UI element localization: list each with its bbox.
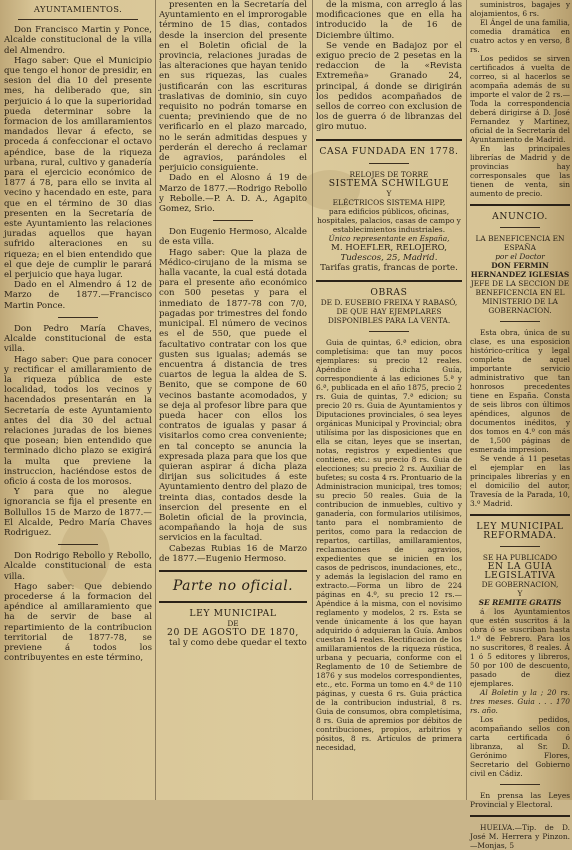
notice-paragraph: Don Francisco Martin y Ponce, Alcalde constitucional de la villa del Almendro.	[4, 25, 152, 56]
law-text: tal y como debe quedar el texto	[169, 638, 307, 649]
ad-title: OBRAS	[370, 286, 408, 298]
ad-line: Y	[517, 589, 523, 598]
column-2	[159, 0, 307, 800]
ad-line: LA BENEFICENCIA EN ESPAÑA	[475, 234, 565, 252]
notice-paragraph: Don Pedro María Chaves, Alcalde constitucional de esta villa.	[4, 323, 152, 355]
notice-paragraph: Se vende en Badajoz por el exiguo precio de 2 pesetas en la redaccion de la «Revista Extremeña» Granado 24, principal, á donde se dirigirán los pedidos acompañados de sellos de correo con exclusion de los de guerra ó de libranzas del giro mutuo.	[316, 40, 462, 133]
notice-paragraph: presenten en la Secretaría del Ayuntamiento en el improrogable término de 15 dias, contados desde la insercion del presente en el Boletin oficial de la provincia, relaciones juradas de las alteraciones que hayan tenido en sus riquezas, las cuales justificarán con las escrituras traslativas de dominio, sin cuyo requisito no podrán tomarse en cuenta; previniendo que de no verificarlo en el plazo marcado, no le serán admitidas despues y perderán el derecho á reclamar de agravios, parándoles el perjuicio consiguiente.	[159, 0, 307, 174]
notice-paragraph: Don Eugenio Hermoso, Alcalde de esta villa.	[159, 227, 307, 248]
column-rule	[155, 0, 156, 800]
notice-paragraph: Y para que no alegue ignorancia se fija el presente en Bollullos 15 de Marzo de 1877.—El Alcalde, Pedro María Chaves Rodriguez.	[4, 487, 152, 538]
ad-subtitle: DE D. EUSEBIO FREIXA Y RABASÓ, DE QUE HAY EJEMPLARES DISPONIBLES PARA LA VENTA.	[320, 297, 458, 325]
ad-line: por el Doctor	[495, 252, 545, 261]
divider	[159, 601, 307, 603]
divider	[369, 163, 409, 164]
ad-line: SISTEMA SCHWILGUE	[328, 177, 450, 189]
ad-price: Al Boletin y la ; 20 rs. tres meses. Guia . . . 170 rs. año.	[470, 688, 570, 715]
ad-body: Guia de quintas, 6.ª edicion, obra completísima: que tan muy pocos ejemplares: su precio 12 reales. Apéndice á dicha Guía, correspondiente á las ediciones 5.ª y 6.ª, publicada en el año 1875, precio 2 rs. Guia de quintas, 7.ª edicion; su precio 20 rs. Guia de Ayuntamientos y Diputaciones provinciales, ó sea leyes orgánicas Municipal y Provincial; obra utilísima por las disposiciones que en ella se citan, leyes que se insertan, notas, registros y expedientes que contiene, etc.: su precio 8 rs. Guia de elecciones; su precio 2 rs. Auxiliar de bufetes; su costa 4 rs. Prontuario de la Administracion municipal, tres tomos; su precio 50 reales. Guia de la contribucion de inmuebles, cultivo y ganadería, con formularios utilísimos, tanto para el nombramiento de peritos, como para la redaccion de repartos, cartillas, amillaramientos, reclamaciones de agravios, expedientes que se inicien en los casos de pedriscos, inundaciones, etc., y además la legislacion del ramo en extracto.—Forma un libro de 224 páginas en 4.º, su precio 12 rs.—Apéndice á la misma, con el novísimo reglamento y modelos, 2 rs. Esta se vende únicamente á los que hayan adquirido ó adquieran la Guía. Ambos cuestan 14 reales. Rectificacion de los amillaramientos de la riqueza rústica, urbana y pecuaria, conforme con el Reglamento de 10 de Setiembre de 1876 y sus modelos correspondientes, etc., etc. Forma un tomo en 4.º de 110 páginas, y cuesta 6 rs. Guia práctica de la contribucion industrial, 8 rs. Guia de consumos, obra completísima, 8 rs. Guia de apremios por débitos de contribuciones, propios, arbitrios y pósitos, 8 rs. Artículos de primera necesidad,	[316, 337, 462, 752]
divider	[369, 331, 409, 332]
notice-paragraph: En las principales librerías de Madrid y de provincias hay corresponsales que las tienen de venta, sin aumento de precio.	[470, 144, 570, 198]
ad-body: Se vende á 11 pesetas el ejemplar en las principales librerías y en el domicilio del autor, Travesía de la Parada, 10, 3.º Madrid.	[470, 454, 570, 508]
imprint: HUELVA.—Tip. de D. José M. Herrera y Pinzon.—Monjas, 5	[470, 823, 570, 850]
notice-paragraph: Hago saber: Que el Municipio que tengo el honor de presidir, en sesion del dia 10 del presente mes, ha deliberado que, sin perjuicio á lo que la superioridad pueda determinar sobre la formacion de los amillaramientos mandados llevar á efecto, se proceda á confeccionar el octavo apéndice, base de la riqueza urbana, rural, cultivo y ganadería para el ejercicio económico de 1877 á 78, para ello se invita al vecino y hacendado en este, para que en el término de 30 dias presenten en la Secretaría de este Ayuntamiento las relaciones juradas aquellos que hayan sufrido alteraciones en su riqueza; en el bien entendido que el que deje de cumplir le parará el perjuicio que haya lugar.	[4, 55, 152, 281]
law-date: 20 DE AGOSTO DE 1870,	[167, 627, 299, 639]
ad-title: LEY MUNICIPAL REFORMADA.	[476, 521, 564, 541]
ad-line: M. HOEFLER, RELOJERO,	[331, 243, 447, 254]
notice-paragraph: Don Rodrigo Rebollo y Rebollo, Alcalde constitucional de esta villa.	[4, 551, 152, 582]
ad-line: Tudescos, 25, Madrid.	[340, 253, 438, 264]
ad-line: SE REMITE GRATIS	[478, 598, 562, 607]
divider	[213, 220, 253, 221]
column-4	[470, 0, 570, 850]
notice-paragraph: Cabezas Rubias 16 de Marzo de 1877.—Eugenio Hermoso.	[159, 543, 307, 564]
notice-paragraph: El Ángel de una familia, comedia dramática en cuatro actos y en verso, 8 rs.	[470, 18, 570, 54]
ad-body: á los Ayuntamientos que estén suscritos á la obra ó se suscriban hasta 1.º de Febrero. Para los no suscritores, 8 reales. Á 1 ó 5 editores y libreros, 50 por 100 de descuento, pasado de diez ejemplares.	[470, 607, 570, 688]
divider	[470, 815, 570, 817]
ad-line: DON FERMIN HERNANDEZ IGLESIAS	[470, 261, 570, 279]
divider	[159, 570, 307, 572]
column-rule	[312, 0, 313, 800]
ad-line: EN LA GUIA LEGISLATIVA	[484, 561, 556, 581]
divider	[500, 227, 540, 228]
notice-paragraph: suministros, bagajes y alojamientos, 6 rs.	[470, 0, 570, 18]
divider	[500, 784, 540, 785]
ad-body: En prensa las Leyes Provincial y Electoral.	[470, 791, 570, 809]
ad-body: Esta obra, única de su clase, es una esposicion histórico-crítica y legal completa de aquel importante servicio administrativo que tan honrosos precedentes tiene en España. Consta de seis libros con últimos apéndices, algunos de documentos inéditos, y dos tomos en 4.º con más de 1,500 páginas de esmerada impresion.	[470, 328, 570, 454]
section-title: Parte no oficial.	[172, 577, 294, 594]
divider	[316, 280, 462, 282]
column-rule	[466, 0, 467, 800]
notice-paragraph: de la misma, con arreglo á las modificaciones que en ella ha introducido la de 16 de Diciembre último.	[316, 0, 462, 41]
notice-paragraph: Dado en el Almendro á 12 de Marzo de 1877.—Francisco Martin Ponce.	[4, 280, 152, 311]
divider	[470, 514, 570, 516]
ad-line: para edificios públicos, oficinas, hospitales, palacios, casas de campo y establecimientos industriales.	[317, 207, 461, 235]
ad-line: DE GOBERNACION,	[481, 580, 559, 589]
ad-line: Tarifas gratis, francas de porte.	[320, 263, 458, 274]
divider	[470, 204, 570, 206]
law-subtitle: DE	[227, 619, 239, 629]
divider	[316, 139, 462, 141]
ad-body: Los pedidos, acompañando sellos con carta certificada ó libranza, al Sr. D. Gerónimo Flores, Secretario del Gobierno civil en Cádiz.	[470, 715, 570, 778]
divider	[18, 19, 138, 20]
notice-paragraph: Hago saber: Que para conocer y rectificar el amillaramiento de la riqueza pública de este localidad, todos los vecinos y hacendados presentarán en la Secretaría de este Ayuntamiento antes del dia 30 del actual relaciones juradas de los bienes que posean; bien entendido que terminado dicho plazo se exigirá la multa que previene la instruccion, haciéndose estos de oficio á costa de los morosos.	[4, 354, 152, 487]
notice-paragraph: Hago saber: Que la plaza de Médico-cirujano de la misma se halla vacante, la cual está dotada para el presente año económico con 500 pesetas y para el inmediato de 1877-78 con 7/0, pagadas por trimestres del fondo municipal. El número de vecinos es el de 550, que puede el facultativo contratar con los que gusten sus igualas; además se encuentra á distancia de tres cuartos de legua la aldea de S. Benito, que se compone de 60 vecinos bastante acomodados, y se deja al profesor libre para que pueda hacer con ellos los contratos de igualas y pasar á visitarlos como crea conveniente; en tal concepto se anuncia la expresada plaza para que los que quieran aspirar á dicha plaza dirijan sus solicitudes á este Ayuntamiento dentro del plazo de treinta dias, contados desde la insercion del presente en el Boletin oficial de la provincia, acompañando la hoja de sus servicios en la facultad.	[159, 247, 307, 544]
ad-line: ELÉCTRICOS SISTEMA HIPP,	[332, 198, 446, 208]
law-title: LEY MUNICIPAL	[189, 607, 277, 619]
ad-line: Único representante en España,	[328, 234, 450, 244]
notice-paragraph: Hago saber: Que debiendo procederse á la formacion del apéndice al amillaramiento que ha de servir de base al repartimiento de la contribucion territorial de 1877-78, se previene á todos los contribuyentes en este término,	[4, 581, 152, 664]
column-1	[4, 0, 152, 800]
section-heading: AYUNTAMIENTOS.	[33, 4, 123, 14]
column-3	[316, 0, 462, 800]
ad-line: JEFE DE LA SECCION DE BENEFICENCIA EN EL MINISTERIO DE LA GOBERNACION.	[470, 279, 570, 315]
divider	[58, 317, 98, 318]
divider	[58, 544, 98, 545]
ad-line: RELOJES DE TORRE	[349, 169, 429, 179]
notice-paragraph: Dado en el Alosno á 19 de Marzo de 1877.—Rodrigo Rebollo y Rebolle.—P. A. D. A., Agapito Gomez, Srio.	[159, 173, 307, 215]
ad-line: Y	[386, 189, 392, 199]
ad-title: ANUNCIO.	[492, 211, 548, 222]
divider	[500, 321, 540, 322]
notice-paragraph: Los pedidos se sirven certificados á vuelta de correo, si al hacerlos se acompaña además de su importe el valor de 2 rs.—Toda la correspondencia deberá dirigirse á D. José Fernandez y Martinez, oficial de la Secretaría del Ayuntamiento de Madrid.	[470, 54, 570, 144]
divider	[500, 546, 540, 547]
ad-title: CASA FUNDADA EN 1778.	[319, 145, 459, 157]
ad-line: SE HA PUBLICADO	[482, 553, 558, 562]
